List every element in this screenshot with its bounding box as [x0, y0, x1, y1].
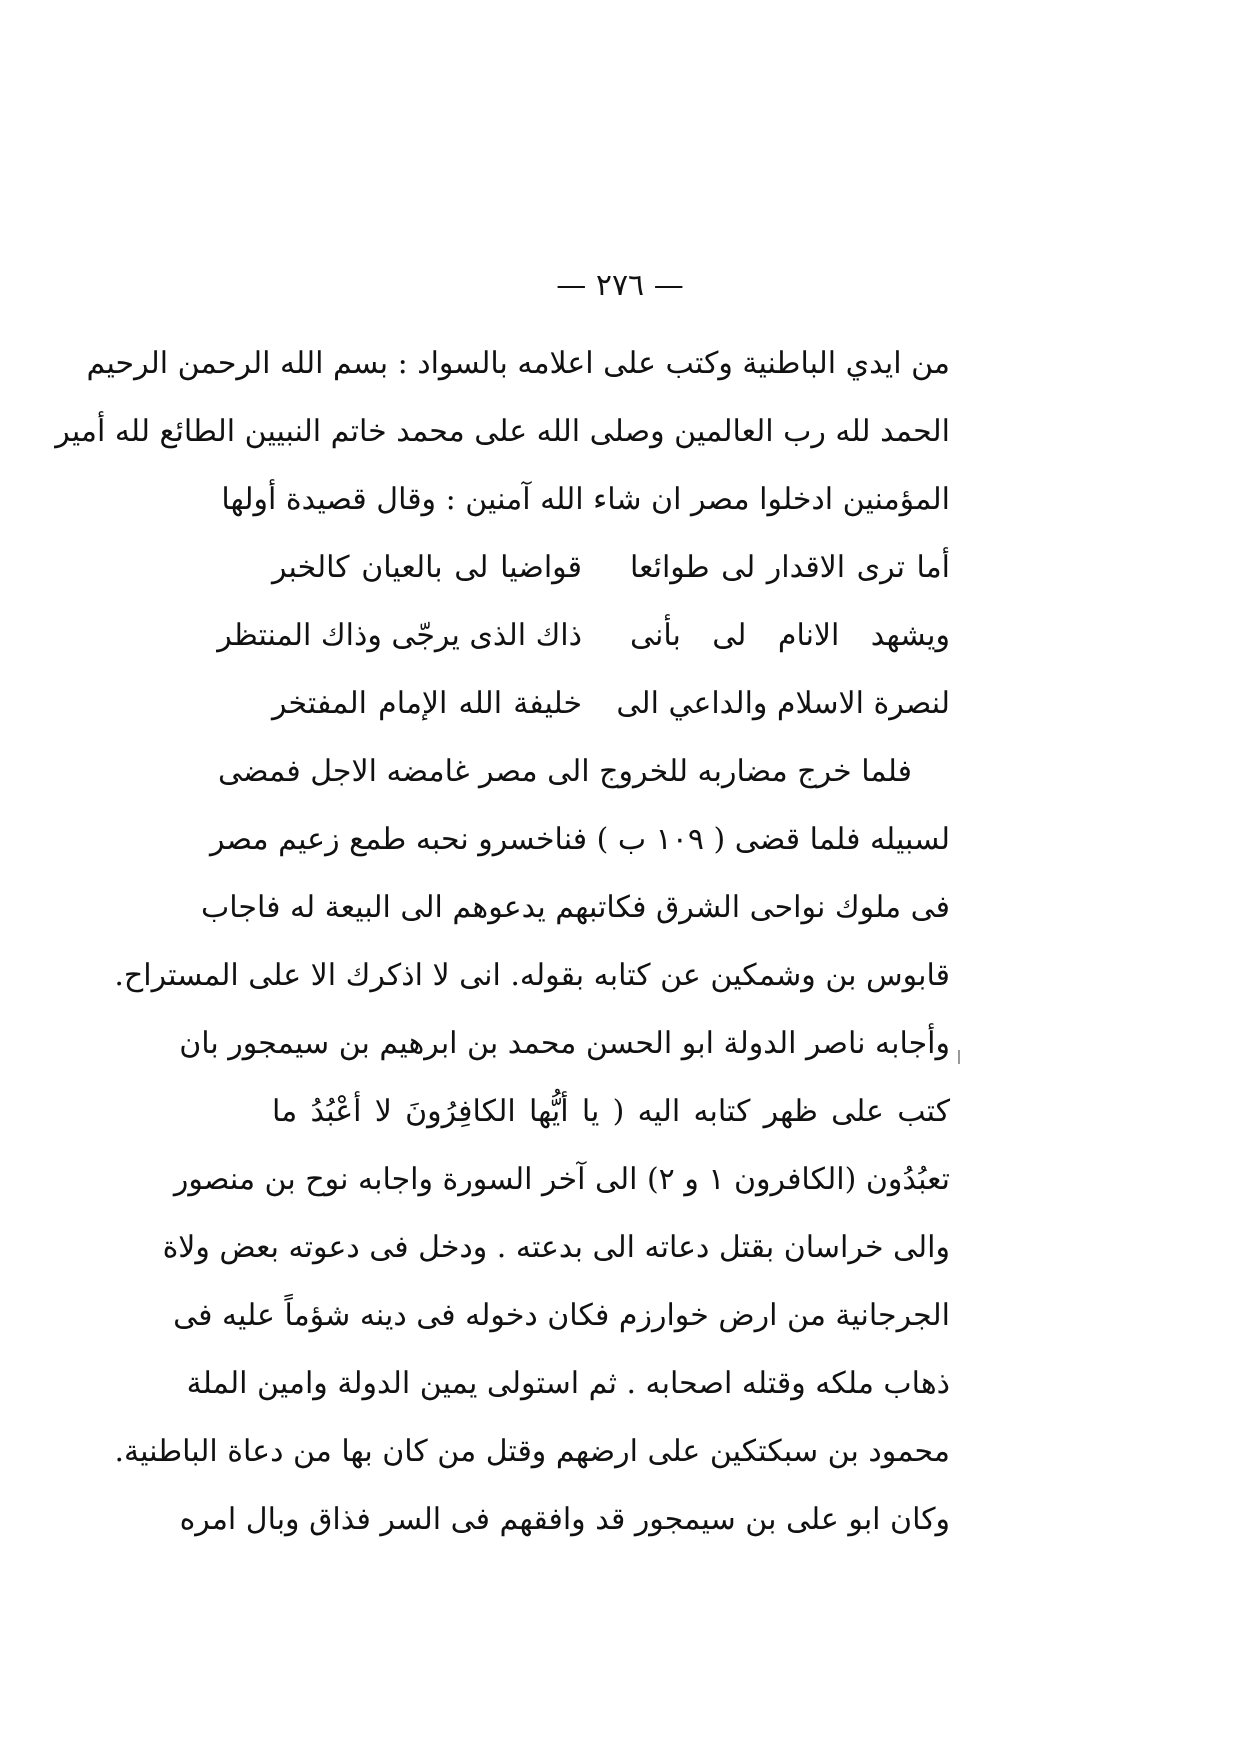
text-line: تعبُدُون (الكافرون ١ و ٢) الى آخر السورة واجابه نوح بن منصور	[173, 1162, 950, 1197]
text-line: المؤمنين ادخلوا مصر ان شاء الله آمنين : وقال قصيدة أولها	[221, 482, 950, 517]
page-number: — ٢٧٦ —	[556, 268, 684, 303]
poem-verse	[217, 602, 950, 670]
paragraph-first-line: فلما خرج مضاربه للخروج الى مصر غامضه الاجل فمضى	[217, 754, 912, 789]
text-line: الحمد لله رب العالمين وصلى الله على محمد خاتم النبيين الطائع لله أمير	[55, 414, 950, 449]
text-line: محمود بن سبكتكين على ارضهم وقتل من كان بها من دعاة الباطنية.	[114, 1434, 950, 1469]
text-line: من ايدي الباطنية وكتب على اعلامه بالسواد : بسم الله الرحمن الرحيم	[86, 346, 950, 381]
text-line: كتب على ظهر كتابه اليه ( يا أيُّها الكافِرُونَ لا أعْبُدُ ما	[272, 1094, 950, 1129]
poem-hemistich-second: ذاك الذى يرجّى وذاك المنتظر	[217, 618, 582, 653]
poem-hemistich-second: خليفة الله الإمام المفتخر	[272, 686, 582, 721]
poem-hemistich-first: أما ترى الاقدار لى طوائعا	[630, 550, 950, 585]
text-line: لسبيله فلما قضى ( ١٠٩ ب ) فناخسرو نحبه طمع زعيم مصر	[209, 822, 950, 857]
text-line: ذهاب ملكه وقتله اصحابه . ثم استولى يمين الدولة وامين الملة	[186, 1366, 950, 1401]
poem-hemistich-second: قواضيا لى بالعيان كالخبر	[272, 550, 582, 585]
poem-verse	[272, 534, 950, 602]
margin-mark	[958, 1050, 960, 1064]
poem-hemistich-first: ويشهد الانام لى بأنى	[630, 618, 950, 653]
main-text	[55, 330, 950, 1554]
text-line: والى خراسان بقتل دعاته الى بدعته . ودخل فى دعوته بعض ولاة	[162, 1230, 950, 1265]
text-line: الجرجانية من ارض خوارزم فكان دخوله فى دينه شؤماً عليه فى	[173, 1298, 950, 1333]
text-line: وأجابه ناصر الدولة ابو الحسن محمد بن ابرهيم بن سيمجور بان	[179, 1026, 950, 1061]
poem-hemistich-first: لنصرة الاسلام والداعي الى	[616, 686, 950, 721]
text-line: وكان ابو على بن سيمجور قد وافقهم فى السر فذاق وبال امره	[179, 1502, 950, 1537]
text-line: فى ملوك نواحى الشرق فكاتبهم يدعوهم الى البيعة له فاجاب	[201, 890, 950, 925]
poem-verse	[272, 670, 950, 738]
text-line: قابوس بن وشمكين عن كتابه بقوله. انى لا اذكرك الا على المستراح.	[114, 958, 950, 993]
